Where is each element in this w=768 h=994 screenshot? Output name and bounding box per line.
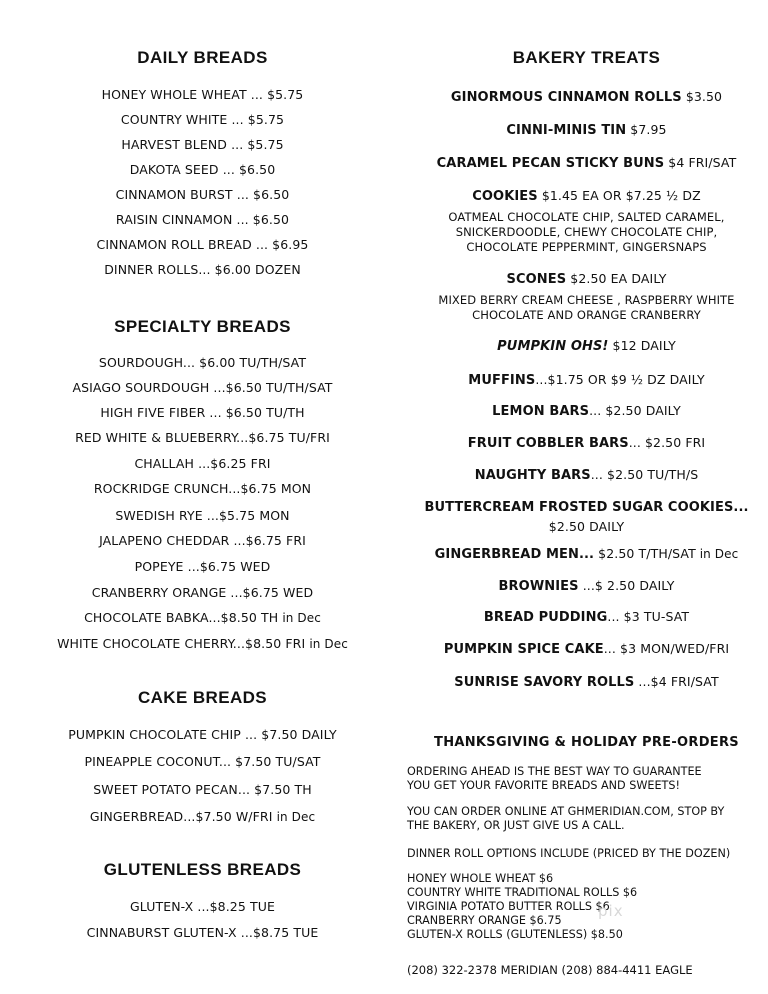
sugar-cookies-price: $2.50 DAILY bbox=[548, 519, 625, 534]
treat-item: LEMON BARS... $2.50 DAILY bbox=[492, 403, 681, 419]
menu-item: CHALLAH ...$6.25 FRI bbox=[134, 456, 271, 471]
watermark: pix bbox=[598, 902, 624, 920]
treat-item: CARAMEL PECAN STICKY BUNS $4 FRI/SAT bbox=[436, 155, 737, 171]
menu-item: SWEET POTATO PECAN... $7.50 TH bbox=[93, 782, 312, 797]
menu-item: CINNABURST GLUTEN-X ...$8.75 TUE bbox=[86, 925, 319, 940]
menu-item: HONEY WHOLE WHEAT ... $5.75 bbox=[101, 87, 304, 102]
bakery-treats-heading: BAKERY TREATS bbox=[512, 48, 661, 67]
menu-item: COUNTRY WHITE ... $5.75 bbox=[120, 112, 285, 127]
treat-item: NAUGHTY BARS... $2.50 TU/TH/S bbox=[474, 467, 699, 483]
cookies-description: OATMEAL CHOCOLATE CHIP, SALTED CARAMEL, bbox=[448, 210, 725, 224]
menu-item: RED WHITE & BLUEBERRY...$6.75 TU/FRI bbox=[75, 430, 330, 445]
menu-item: CHOCOLATE BABKA...$8.50 TH in Dec bbox=[84, 610, 321, 625]
scones-description: CHOCOLATE AND ORANGE CRANBERRY bbox=[472, 308, 701, 322]
treat-item: BROWNIES ...$ 2.50 DAILY bbox=[498, 578, 675, 594]
treat-item: BUTTERCREAM FROSTED SUGAR COOKIES... bbox=[424, 500, 749, 515]
cookies-description: CHOCOLATE PEPPERMINT, GINGERSNAPS bbox=[466, 240, 707, 254]
treat-item: SCONES $2.50 EA DAILY bbox=[506, 271, 667, 287]
menu-item: GLUTEN-X ...$8.25 TUE bbox=[130, 899, 275, 914]
menu-item: POPEYE ...$6.75 WED bbox=[134, 559, 271, 574]
menu-item: SWEDISH RYE ...$5.75 MON bbox=[115, 508, 290, 523]
cookies-description: SNICKERDOODLE, CHEWY CHOCOLATE CHIP, bbox=[455, 225, 718, 239]
treat-item: COOKIES $1.45 EA OR $7.25 ½ DZ bbox=[472, 188, 701, 204]
menu-item: CINNAMON BURST ... $6.50 bbox=[115, 187, 290, 202]
treat-item: CINNI-MINIS TIN $7.95 bbox=[506, 122, 667, 138]
glutenless-breads-heading: GLUTENLESS BREADS bbox=[103, 860, 302, 879]
phone-numbers: (208) 322-2378 MERIDIAN (208) 884-4411 EAGLE bbox=[407, 963, 693, 977]
menu-item: CRANBERRY ORANGE ...$6.75 WED bbox=[91, 585, 314, 600]
treat-item: BREAD PUDDING... $3 TU-SAT bbox=[483, 609, 690, 625]
menu-item: HARVEST BLEND ... $5.75 bbox=[121, 137, 284, 152]
treat-item: PUMPKIN OHS! $12 DAILY bbox=[497, 338, 676, 354]
menu-item: ROCKRIDGE CRUNCH...$6.75 MON bbox=[93, 481, 312, 496]
menu-item: WHITE CHOCOLATE CHERRY...$8.50 FRI in Dec bbox=[57, 636, 348, 651]
menu-item: PINEAPPLE COCONUT... $7.50 TU/SAT bbox=[84, 754, 321, 769]
preorders-paragraph: ORDERING AHEAD IS THE BEST WAY TO GUARANTEE YOU GET YOUR FAVORITE BREADS AND SWEETS! bbox=[407, 765, 702, 792]
treat-item: MUFFINS...$1.75 OR $9 ½ DZ DAILY bbox=[468, 372, 705, 388]
dinner-roll-options: DINNER ROLL OPTIONS INCLUDE (PRICED BY THE DOZEN) bbox=[407, 847, 731, 860]
preorders-heading: THANKSGIVING & HOLIDAY PRE-ORDERS bbox=[434, 735, 739, 750]
menu-item: PUMPKIN CHOCOLATE CHIP ... $7.50 DAILY bbox=[68, 727, 337, 742]
menu-item: CINNAMON ROLL BREAD ... $6.95 bbox=[96, 237, 309, 252]
treat-item: GINORMOUS CINNAMON ROLLS $3.50 bbox=[450, 89, 723, 105]
menu-item: ASIAGO SOURDOUGH ...$6.50 TU/TH/SAT bbox=[72, 380, 333, 395]
menu-item: SOURDOUGH... $6.00 TU/TH/SAT bbox=[98, 355, 307, 370]
menu-item: RAISIN CINNAMON ... $6.50 bbox=[115, 212, 290, 227]
treat-item: GINGERBREAD MEN... $2.50 T/TH/SAT in Dec bbox=[434, 546, 739, 562]
daily-breads-heading: DAILY BREADS bbox=[137, 48, 268, 67]
treat-item: FRUIT COBBLER BARS... $2.50 FRI bbox=[467, 435, 706, 451]
menu-item: DAKOTA SEED ... $6.50 bbox=[129, 162, 276, 177]
treat-item: PUMPKIN SPICE CAKE... $3 MON/WED/FRI bbox=[443, 641, 730, 657]
dinner-roll-list: HONEY WHOLE WHEAT $6 COUNTRY WHITE TRADITIONAL ROLLS $6 VIRGINIA POTATO BUTTER ROLLS $6 CRANBERRY ORANGE $6.75 GLUTEN-X ROLLS (GLUTENLESS) $8.50 bbox=[407, 872, 638, 941]
menu-item: GINGERBREAD...$7.50 W/FRI in Dec bbox=[89, 809, 316, 824]
scones-description: MIXED BERRY CREAM CHEESE , RASPBERRY WHITE bbox=[438, 293, 735, 307]
specialty-breads-heading: SPECIALTY BREADS bbox=[114, 317, 291, 336]
menu-item: HIGH FIVE FIBER ... $6.50 TU/TH bbox=[100, 405, 305, 420]
preorders-paragraph: YOU CAN ORDER ONLINE AT GHMERIDIAN.COM, STOP BY THE BAKERY, OR JUST GIVE US A CALL. bbox=[407, 805, 725, 832]
treat-item: SUNRISE SAVORY ROLLS ...$4 FRI/SAT bbox=[454, 674, 719, 690]
menu-item: JALAPENO CHEDDAR ...$6.75 FRI bbox=[99, 533, 306, 548]
cake-breads-heading: CAKE BREADS bbox=[137, 688, 268, 707]
menu-item: DINNER ROLLS... $6.00 DOZEN bbox=[104, 262, 301, 277]
